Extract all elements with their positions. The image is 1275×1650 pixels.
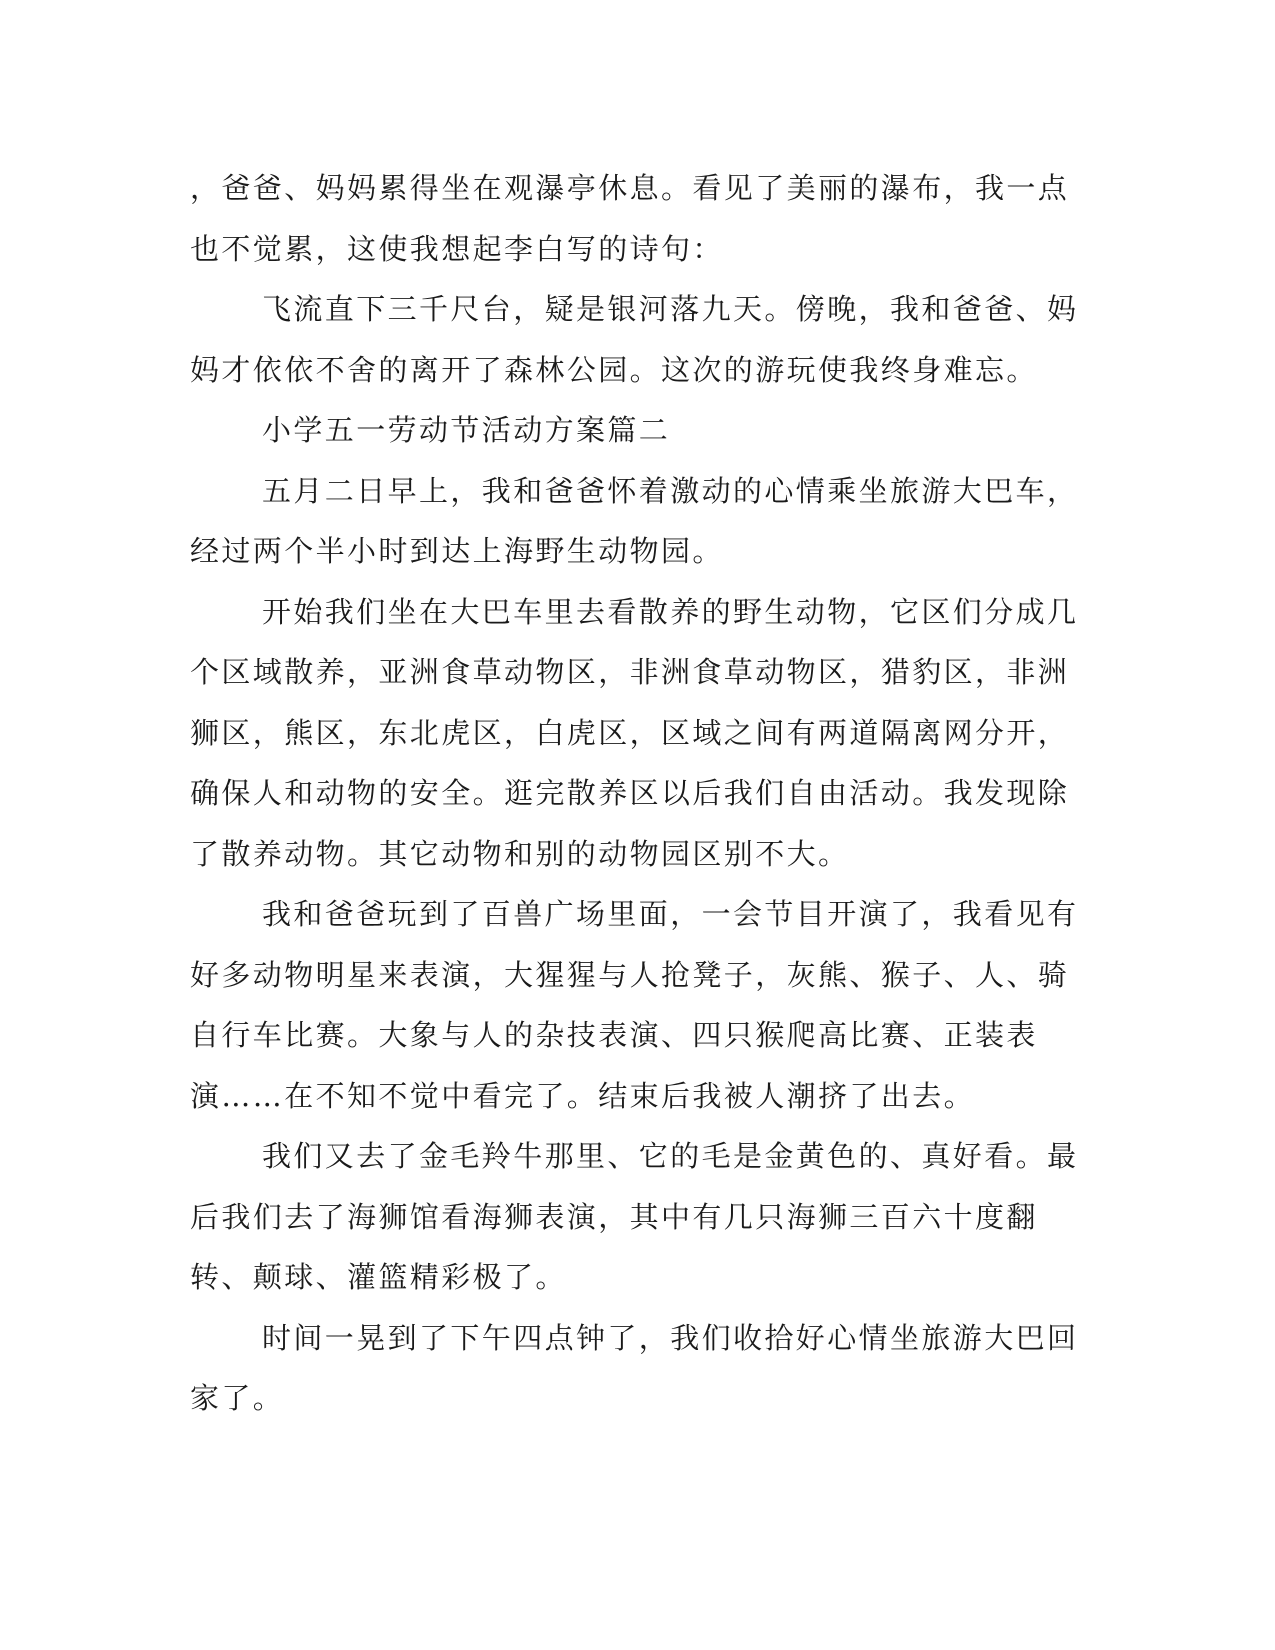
- paragraph: 飞流直下三千尺台，疑是银河落九天。傍晚，我和爸爸、妈妈才依依不舍的离开了森林公园。这次的游玩使我终身难忘。: [190, 292, 1079, 387]
- paragraph: 我和爸爸玩到了百兽广场里面，一会节目开演了，我看见有好多动物明星来表演，大猩猩与人抢凳子，灰熊、猴子、人、骑自行车比赛。大象与人的杂技表演、四只猴爬高比赛、正装表演……在不知不觉中看完了。结束后我被人潮挤了出去。: [190, 897, 1079, 1113]
- section-heading: 小学五一劳动节活动方案篇二: [262, 413, 671, 447]
- document-body: [190, 158, 1080, 1429]
- paragraph: 时间一晃到了下午四点钟了，我们收拾好心情坐旅游大巴回家了。: [190, 1320, 1079, 1415]
- paragraph: 开始我们坐在大巴车里去看散养的野生动物，它区们分成几个区域散养，亚洲食草动物区，非洲食草动物区，猎豹区，非洲狮区，熊区，东北虎区，白虎区，区域之间有两道隔离网分开，确保人和动物的安全。逛完散养区以后我们自由活动。我发现除了散养动物。其它动物和别的动物园区别不大。: [190, 594, 1079, 871]
- paragraph: ，爸爸、妈妈累得坐在观瀑亭休息。看见了美丽的瀑布，我一点也不觉累，这使我想起李白写的诗句：: [190, 171, 1070, 266]
- paragraph: 我们又去了金毛羚牛那里、它的毛是金黄色的、真好看。最后我们去了海狮馆看海狮表演，其中有几只海狮三百六十度翻转、颠球、灌篮精彩极了。: [190, 1139, 1079, 1294]
- paragraph: 五月二日早上，我和爸爸怀着激动的心情乘坐旅游大巴车，经过两个半小时到达上海野生动物园。: [190, 473, 1079, 568]
